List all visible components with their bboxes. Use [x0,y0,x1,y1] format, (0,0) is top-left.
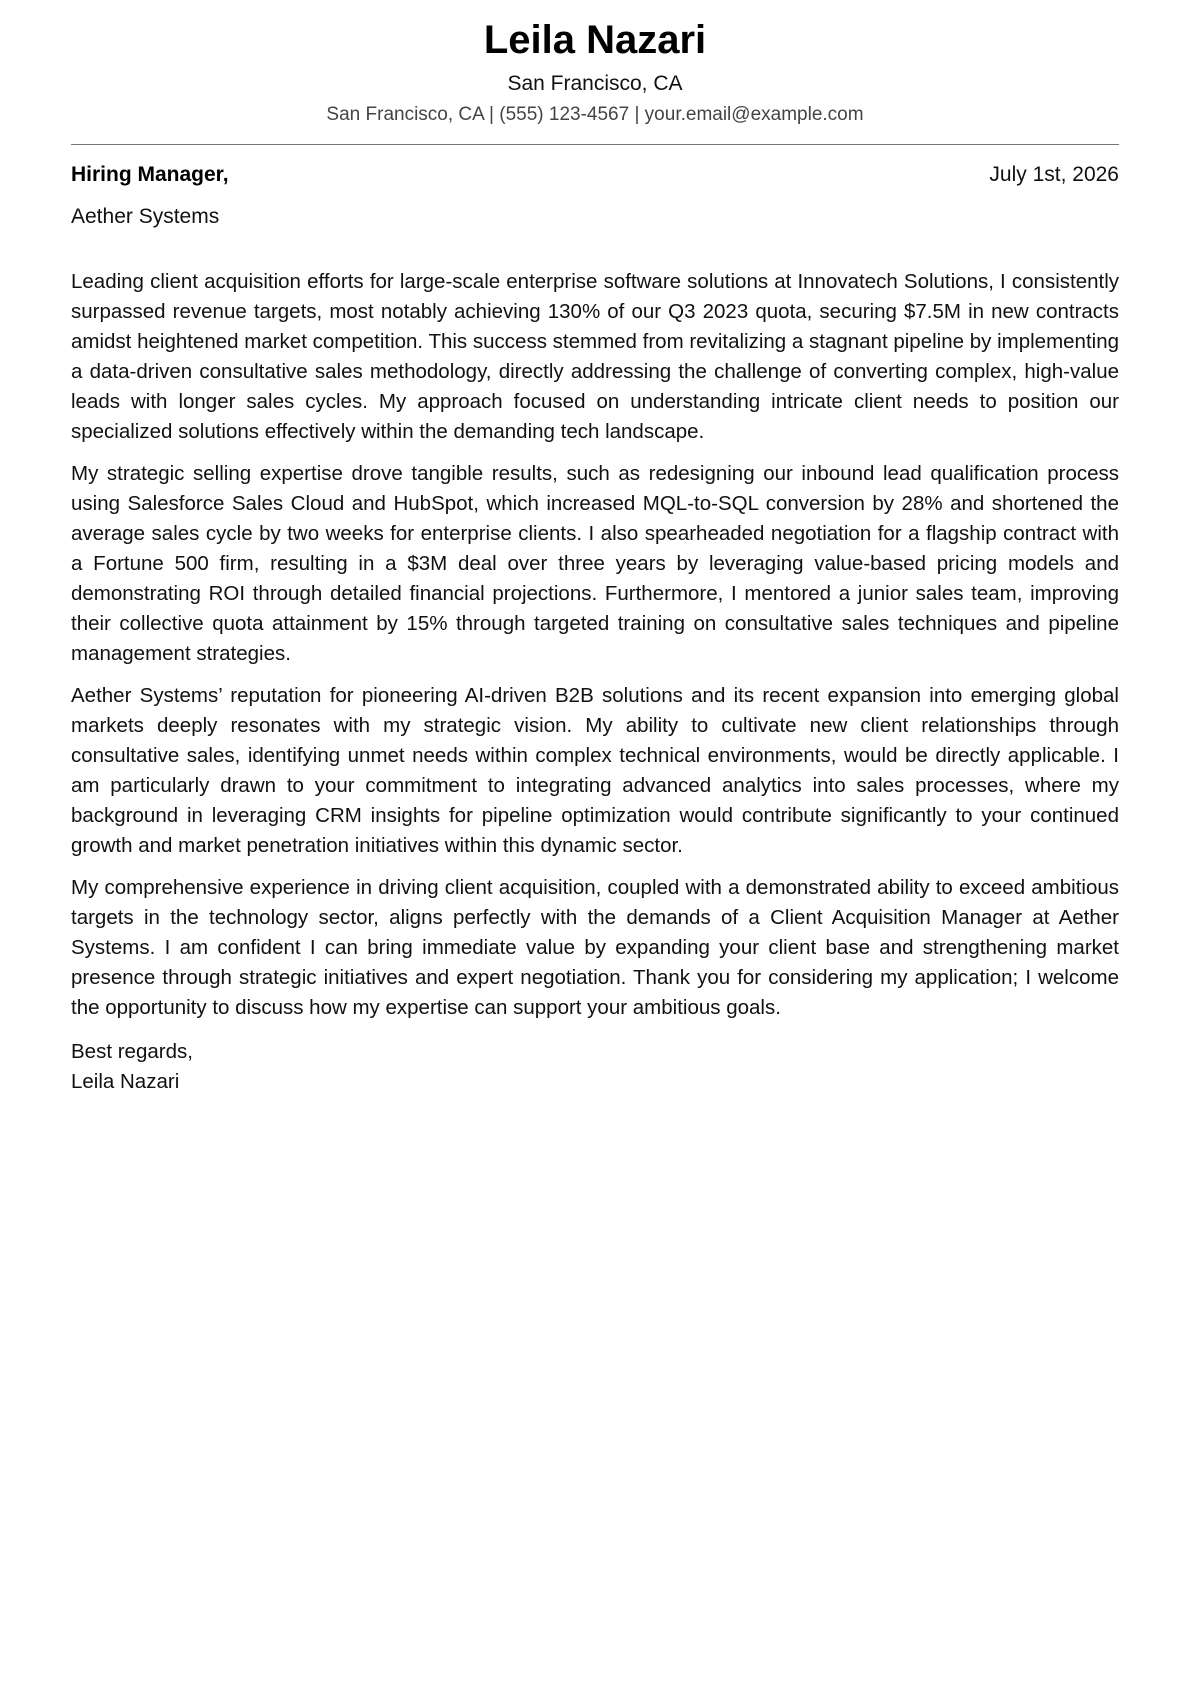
letter-closing [71,1037,1119,1097]
body-paragraph-4: My comprehensive experience in driving client acquisition, coupled with a demonstrated ability to exceed ambitious targets in the technology sector, aligns perfectly with the demands of a Client Acquisition Manager at Aether Systems. I am confident I can bring immediate value by expanding your client base and strengthening market presence through strategic initiatives and expert negotiation. Thank you for considering my application; I welcome the opportunity to discuss how my expertise can support your ambitious goals. [71,876,1119,1019]
letter-body [71,267,1119,1023]
applicant-location: San Francisco, CA [507,72,683,95]
body-paragraph-1: Leading client acquisition efforts for large-scale enterprise software solutions at Innovatech Solutions, I consistently surpassed revenue targets, most notably achieving 130% of our Q3 2023 quota, securing $7.5M in new contracts amidst heightened market competition. This success stemmed from revitalizing a stagnant pipeline by implementing a data-driven consultative sales methodology, directly addressing the challenge of converting complex, high-value leads with longer sales cycles. My approach focused on understanding intricate client needs to position our specialized solutions effectively within the demanding tech landscape. [71,270,1119,443]
recipient-company: Aether Systems [71,205,220,228]
letter-header [71,0,1119,128]
body-paragraph-3: Aether Systems’ reputation for pioneering AI-driven B2B solutions and its recent expansion into emerging global markets deeply resonates with my strategic vision. My ability to cultivate new client relationships through consultative sales, identifying unmet needs within complex technical environments, would be directly applicable. I am particularly drawn to your commitment to integrating advanced analytics into sales processes, where my background in leveraging CRM insights for pipeline optimization would contribute significantly to your continued growth and market penetration initiatives within this dynamic sector. [71,684,1119,857]
header-divider [71,144,1119,145]
body-paragraph-2: My strategic selling expertise drove tangible results, such as redesigning our inbound lead qualification process using Salesforce Sales Cloud and HubSpot, which increased MQL-to-SQL conversion by 28% and shortened the average sales cycle by two weeks for enterprise clients. I also spearheaded negotiation for a flagship contract with a Fortune 500 firm, resulting in a $3M deal over three years by leveraging value-based pricing models and demonstrating ROI through detailed financial projections. Furthermore, I mentored a junior sales team, improving their collective quota attainment by 15% through targeted training on consultative sales techniques and pipeline management strategies. [71,462,1119,665]
signature-name: Leila Nazari [71,1070,180,1093]
recipient-salutation: Hiring Manager, [71,163,229,186]
applicant-name: Leila Nazari [483,18,707,62]
closing-phrase: Best regards, [71,1040,193,1063]
recipient-date-row [71,161,1119,189]
letter-date: July 1st, 2026 [989,163,1119,186]
contact-line: San Francisco, CA | (555) 123-4567 | your.email@example.com [326,104,864,125]
